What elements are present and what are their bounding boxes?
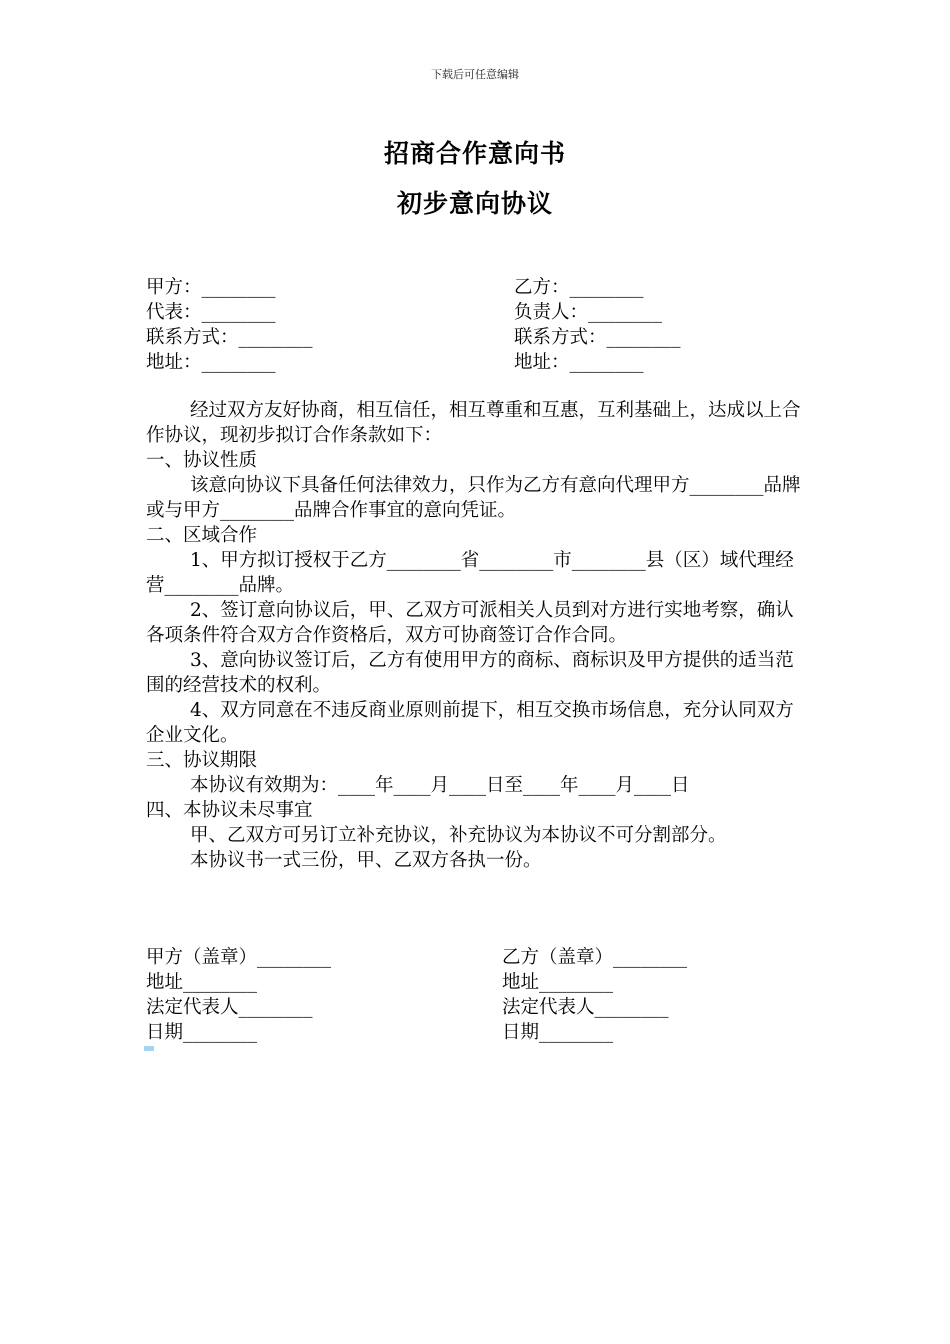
party-a-sign-address: 地址________ <box>146 972 258 993</box>
document-title: 招商合作意向书 <box>383 139 566 168</box>
parties-block <box>146 275 806 375</box>
party-b-legal-rep: 法定代表人________ <box>502 997 669 1018</box>
party-a-address: 地址：________ <box>146 352 276 373</box>
section-text: 该意向协议下具备任何法律效力，只作为乙方有意向代理甲方________品牌或与甲方________品牌合作事宜的意向凭证。 <box>146 475 801 521</box>
section-heading: 二、区域合作 <box>146 525 258 546</box>
party-a-legal-rep: 法定代表人________ <box>146 997 313 1018</box>
party-b-field: 乙方：________ <box>514 277 644 298</box>
party-row <box>146 275 806 300</box>
section-heading: 一、协议性质 <box>146 450 258 471</box>
section-heading: 四、本协议未尽事宜 <box>146 800 313 821</box>
clause-item: 4、双方同意在不违反商业原则前提下，相互交换市场信息，充分认同双方企业文化。 <box>146 700 794 746</box>
signature-block <box>146 945 806 1045</box>
party-a-representative: 代表：________ <box>146 302 276 323</box>
copies-statement: 本协议书一式三份，甲、乙双方各执一份。 <box>190 850 542 871</box>
party-a-contact: 联系方式：________ <box>146 327 313 348</box>
signature-row <box>146 945 806 970</box>
header-note: 下载后可任意编辑 <box>431 68 519 81</box>
clause-item: 1、甲方拟订授权于乙方________省________市________县（区）域代理经营________品牌。 <box>146 550 794 596</box>
section-text: 本协议有效期为：____年____月____日至____年____月____日 <box>190 775 690 796</box>
agreement-body <box>146 398 806 873</box>
party-b-date: 日期________ <box>502 1022 614 1043</box>
signature-row <box>146 995 806 1020</box>
party-b-address: 地址：________ <box>514 352 644 373</box>
section-heading: 三、协议期限 <box>146 750 258 771</box>
text-cursor-marker <box>144 1046 154 1051</box>
party-row <box>146 300 806 325</box>
party-row <box>146 350 806 375</box>
clause-item: 3、意向协议签订后，乙方有使用甲方的商标、商标识及甲方提供的适当范围的经营技术的权利。 <box>146 650 794 696</box>
party-a-date: 日期________ <box>146 1022 258 1043</box>
signature-row <box>146 970 806 995</box>
party-b-sign-address: 地址________ <box>502 972 614 993</box>
party-a-field: 甲方：________ <box>146 277 276 298</box>
party-b-seal: 乙方（盖章）________ <box>502 947 688 968</box>
party-b-responsible: 负责人：________ <box>514 302 663 323</box>
party-b-contact: 联系方式：________ <box>514 327 681 348</box>
clause-item: 2、签订意向协议后，甲、乙双方可派相关人员到对方进行实地考察，确认各项条件符合双方合作资格后，双方可协商签订合作合同。 <box>146 600 794 646</box>
signature-row <box>146 1020 806 1045</box>
section-text: 甲、乙双方可另订立补充协议，补充协议为本协议不可分割部分。 <box>190 825 727 846</box>
document-subtitle: 初步意向协议 <box>396 189 553 218</box>
intro-paragraph: 经过双方友好协商，相互信任，相互尊重和互惠，互利基础上，达成以上合作协议，现初步拟订合作条款如下： <box>146 400 801 446</box>
party-a-seal: 甲方（盖章）________ <box>146 947 332 968</box>
party-row <box>146 325 806 350</box>
